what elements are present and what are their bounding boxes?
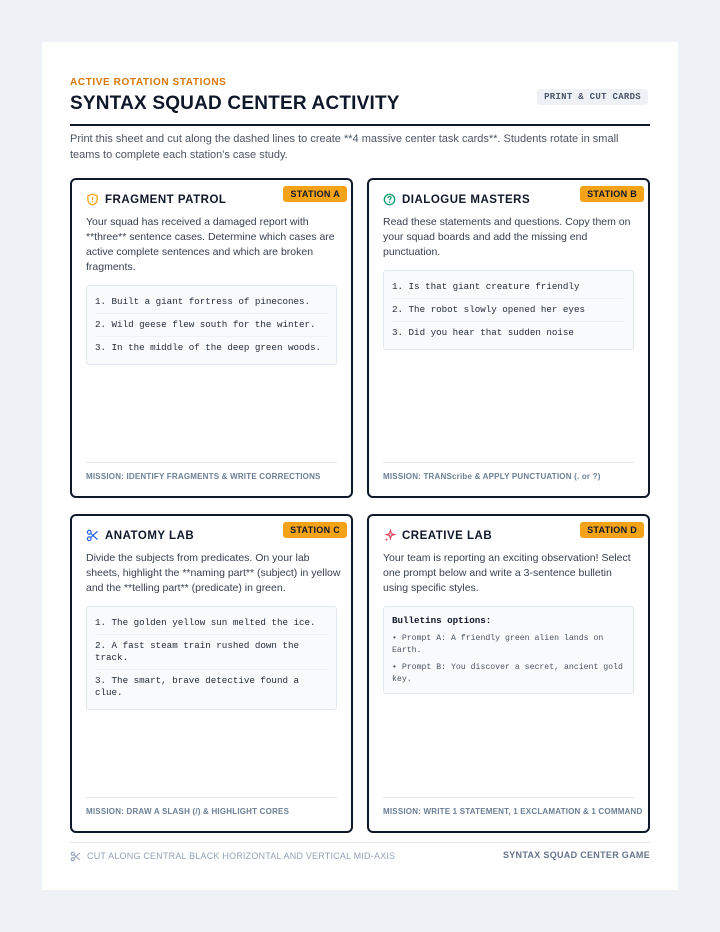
mission-divider	[86, 462, 337, 463]
list-item: 3. Did you hear that sudden noise	[392, 327, 574, 338]
station-tag: STATION A	[283, 186, 347, 202]
card-header	[86, 529, 194, 542]
card-title: FRAGMENT PATROL	[105, 193, 227, 206]
station-card-b	[367, 178, 650, 498]
sentence-list	[383, 270, 634, 350]
list-item: 2. A fast steam train rushed down the track.	[95, 635, 328, 670]
shield-icon	[86, 193, 99, 206]
list-item: 3. In the middle of the deep green woods.	[95, 342, 322, 353]
intro-text: Print this sheet and cut along the dashed lines to create **4 massive center task cards**. Students rotate in small teams to complete each station's case study.	[70, 133, 619, 161]
list-item: 3. The smart, brave detective found a clue.	[95, 675, 299, 698]
card-instructions: Your squad has received a damaged report with **three** sentence cases. Determine which cases are active complete sentences and which are broken fragments.	[86, 216, 335, 273]
footer-cut-note	[70, 849, 395, 862]
print-cut-badge: PRINT & CUT CARDS	[537, 89, 648, 105]
mission-text: MISSION: DRAW A SLASH (/) & HIGHLIGHT CORES	[86, 807, 290, 816]
sparkle-icon	[383, 529, 396, 542]
station-tag: STATION C	[283, 522, 347, 538]
worksheet-sheet	[42, 42, 678, 890]
card-header	[86, 193, 226, 206]
prompt-options-box	[383, 606, 634, 694]
footer-rule	[70, 842, 650, 843]
card-title: CREATIVE LAB	[402, 529, 493, 542]
footer-cut-text: CUT ALONG CENTRAL BLACK HORIZONTAL AND VERTICAL MID-AXIS	[87, 850, 396, 861]
prompt-option: • Prompt A: A friendly green alien lands on Earth.	[392, 634, 604, 655]
header-rule	[70, 124, 650, 126]
card-instructions: Divide the subjects from predicates. On your lab sheets, highlight the **naming part** (subject) in yellow and the **telling part** (predicate) in green.	[86, 552, 341, 594]
station-card-c	[70, 514, 353, 833]
card-header	[383, 529, 492, 542]
card-title: ANATOMY LAB	[105, 529, 195, 542]
mission-divider	[383, 462, 634, 463]
mission-text: MISSION: IDENTIFY FRAGMENTS & WRITE CORRECTIONS	[86, 472, 321, 481]
list-item: 2. The robot slowly opened her eyes	[392, 299, 625, 322]
list-item: 1. The golden yellow sun melted the ice.	[95, 612, 328, 635]
list-item: 1. Is that giant creature friendly	[392, 276, 625, 299]
footer-game-name: SYNTAX SQUAD CENTER GAME	[502, 850, 650, 860]
scissors-icon	[86, 529, 99, 542]
question-circle-icon	[383, 193, 396, 206]
card-instructions: Your team is reporting an exciting observation! Select one prompt below and write a 3-sentence bulletin using specific styles.	[383, 552, 631, 594]
sentence-list	[86, 285, 337, 365]
page-title: SYNTAX SQUAD CENTER ACTIVITY	[70, 93, 400, 114]
station-tag: STATION D	[580, 522, 644, 538]
sentence-list	[86, 606, 337, 710]
mission-text: MISSION: WRITE 1 STATEMENT, 1 EXCLAMATION & 1 COMMAND	[383, 807, 643, 816]
eyebrow-label: ACTIVE ROTATION STATIONS	[70, 77, 227, 88]
station-card-d	[367, 514, 650, 833]
card-instructions: Read these statements and questions. Copy them on your squad boards and add the missing end punctuation.	[383, 216, 631, 258]
list-item: 1. Built a giant fortress of pinecones.	[95, 291, 328, 314]
card-header	[383, 193, 530, 206]
mission-divider	[383, 797, 634, 798]
station-card-a	[70, 178, 353, 498]
list-item: 2. Wild geese flew south for the winter.	[95, 314, 328, 337]
card-title: DIALOGUE MASTERS	[402, 193, 531, 206]
scissors-icon	[70, 849, 83, 862]
prompt-option: • Prompt B: You discover a secret, ancient gold key.	[392, 663, 623, 684]
station-tag: STATION B	[580, 186, 644, 202]
mission-text: MISSION: TRANScribe & APPLY PUNCTUATION (. or ?)	[383, 472, 601, 481]
options-title: Bulletins options:	[392, 615, 492, 626]
mission-divider	[86, 797, 337, 798]
